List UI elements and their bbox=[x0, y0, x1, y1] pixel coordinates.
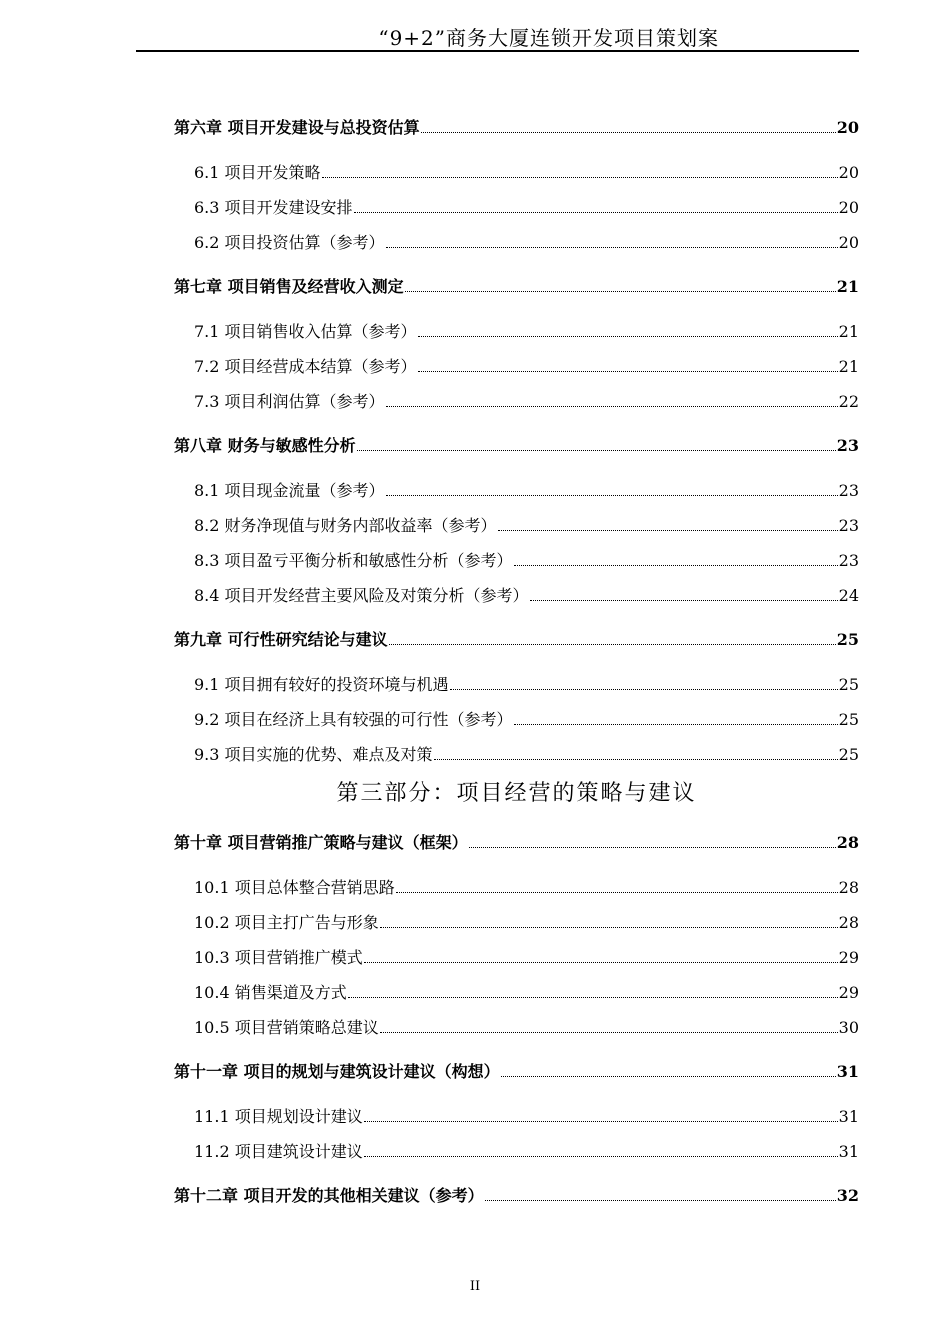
toc-dot-leader bbox=[386, 406, 838, 407]
toc-entry-page: 22 bbox=[838, 392, 859, 411]
toc-dot-leader bbox=[405, 291, 836, 292]
toc-dot-leader bbox=[514, 565, 838, 566]
toc-entry-label: 第十二章 项目开发的其他相关建议（参考） bbox=[174, 1186, 484, 1205]
toc-dot-leader bbox=[357, 450, 836, 451]
toc-entry-label: 11.1 项目规划设计建议 bbox=[194, 1107, 363, 1126]
toc-section-entry[interactable] bbox=[174, 389, 859, 412]
toc-entry-label: 11.2 项目建筑设计建议 bbox=[194, 1142, 363, 1161]
toc-section-entry[interactable] bbox=[174, 875, 859, 898]
toc-section-entry[interactable] bbox=[174, 672, 859, 695]
toc-chapter-entry[interactable] bbox=[174, 433, 859, 456]
toc-section-entry[interactable] bbox=[174, 319, 859, 342]
toc-dot-leader bbox=[386, 495, 838, 496]
toc-entry-label: 第六章 项目开发建设与总投资估算 bbox=[174, 118, 420, 137]
toc-section-entry[interactable] bbox=[174, 478, 859, 501]
toc-dot-leader bbox=[348, 997, 838, 998]
toc-chapter-entry[interactable] bbox=[174, 1183, 859, 1206]
toc-entry-page: 32 bbox=[836, 1186, 859, 1205]
toc-section-entry[interactable] bbox=[174, 513, 859, 536]
toc-dot-leader bbox=[364, 1156, 838, 1157]
toc-entry-page: 23 bbox=[836, 436, 859, 455]
toc-dot-leader bbox=[380, 1032, 838, 1033]
toc-dot-leader bbox=[501, 1076, 836, 1077]
toc-entry-label: 9.1 项目拥有较好的投资环境与机遇 bbox=[194, 675, 449, 694]
toc-entry-page: 30 bbox=[838, 1018, 859, 1037]
toc-entry-label: 10.3 项目营销推广模式 bbox=[194, 948, 363, 967]
toc-entry-label: 第七章 项目销售及经营收入测定 bbox=[174, 277, 404, 296]
toc-entry-label: 6.3 项目开发建设安排 bbox=[194, 198, 353, 217]
toc-chapter-entry[interactable] bbox=[174, 1059, 859, 1082]
toc-entry-label: 9.2 项目在经济上具有较强的可行性（参考） bbox=[194, 710, 513, 729]
toc-entry-label: 第十一章 项目的规划与建筑设计建议（构想） bbox=[174, 1062, 500, 1081]
toc-dot-leader bbox=[389, 644, 836, 645]
toc-entry-page: 31 bbox=[838, 1142, 859, 1161]
toc-entry-page: 24 bbox=[838, 586, 859, 605]
toc-entry-page: 25 bbox=[838, 745, 859, 764]
toc-dot-leader bbox=[514, 724, 838, 725]
toc-chapter-entry[interactable] bbox=[174, 830, 859, 853]
toc-entry-label: 10.1 项目总体整合营销思路 bbox=[194, 878, 395, 897]
toc-section-entry[interactable] bbox=[174, 195, 859, 218]
toc-dot-leader bbox=[421, 132, 836, 133]
toc-entry-label: 6.2 项目投资估算（参考） bbox=[194, 233, 385, 252]
toc-entry-page: 20 bbox=[838, 233, 859, 252]
toc-entry-label: 第九章 可行性研究结论与建议 bbox=[174, 630, 388, 649]
toc-dot-leader bbox=[386, 247, 838, 248]
toc-dot-leader bbox=[322, 177, 838, 178]
toc-dot-leader bbox=[396, 892, 838, 893]
toc-entry-label: 7.3 项目利润估算（参考） bbox=[194, 392, 385, 411]
toc-section-entry[interactable] bbox=[174, 583, 859, 606]
toc-entry-page: 29 bbox=[838, 983, 859, 1002]
toc-entry-label: 第八章 财务与敏感性分析 bbox=[174, 436, 356, 455]
toc-dot-leader bbox=[364, 1121, 838, 1122]
toc-entry-label: 9.3 项目实施的优势、难点及对策 bbox=[194, 745, 433, 764]
toc-dot-leader bbox=[380, 927, 838, 928]
toc-dot-leader bbox=[530, 600, 838, 601]
header-title: “9+2”商务大厦连锁开发项目策划案 bbox=[378, 26, 719, 50]
toc-entry-page: 25 bbox=[836, 630, 859, 649]
toc-dot-leader bbox=[498, 530, 838, 531]
toc-entry-page: 31 bbox=[838, 1107, 859, 1126]
toc-entry-page: 28 bbox=[836, 833, 859, 852]
toc-dot-leader bbox=[434, 759, 838, 760]
page-header bbox=[136, 22, 859, 52]
toc-section-entry[interactable] bbox=[174, 707, 859, 730]
toc-entry-page: 20 bbox=[838, 163, 859, 182]
toc-entry-label: 第十章 项目营销推广策略与建议（框架） bbox=[174, 833, 468, 852]
toc-section-entry[interactable] bbox=[174, 1104, 859, 1127]
toc-dot-leader bbox=[418, 336, 838, 337]
toc-section-entry[interactable] bbox=[174, 548, 859, 571]
toc-entry-label: 8.4 项目开发经营主要风险及对策分析（参考） bbox=[194, 586, 529, 605]
toc-dot-leader bbox=[485, 1200, 836, 1201]
toc-entry-label: 6.1 项目开发策略 bbox=[194, 163, 321, 182]
toc-dot-leader bbox=[450, 689, 838, 690]
toc-entry-page: 31 bbox=[836, 1062, 859, 1081]
toc-entry-page: 21 bbox=[836, 277, 859, 296]
part-title: 第三部分：项目经营的策略与建议 bbox=[336, 781, 697, 806]
toc-entry-page: 29 bbox=[838, 948, 859, 967]
toc-dot-leader bbox=[364, 962, 838, 963]
toc-entry-page: 21 bbox=[838, 322, 859, 341]
toc-section-entry[interactable] bbox=[174, 1139, 859, 1162]
toc-entry-label: 8.2 财务净现值与财务内部收益率（参考） bbox=[194, 516, 497, 535]
toc-dot-leader bbox=[354, 212, 838, 213]
toc-entry-page: 28 bbox=[838, 878, 859, 897]
toc-section-entry[interactable] bbox=[174, 230, 859, 253]
toc-entry-page: 20 bbox=[836, 118, 859, 137]
toc-entry-label: 7.1 项目销售收入估算（参考） bbox=[194, 322, 417, 341]
toc-entry-label: 7.2 项目经营成本结算（参考） bbox=[194, 357, 417, 376]
toc-section-entry[interactable] bbox=[174, 910, 859, 933]
toc-section-entry[interactable] bbox=[174, 742, 859, 765]
toc-dot-leader bbox=[469, 847, 836, 848]
page-number: II bbox=[469, 1279, 481, 1294]
toc-section-entry[interactable] bbox=[174, 980, 859, 1003]
toc-entry-page: 20 bbox=[838, 198, 859, 217]
toc-chapter-entry[interactable] bbox=[174, 115, 859, 138]
toc-section-entry[interactable] bbox=[174, 945, 859, 968]
toc-section-entry[interactable] bbox=[174, 1015, 859, 1038]
toc-section-entry[interactable] bbox=[174, 160, 859, 183]
toc-chapter-entry[interactable] bbox=[174, 627, 859, 650]
toc-entry-page: 25 bbox=[838, 710, 859, 729]
toc-entry-label: 8.1 项目现金流量（参考） bbox=[194, 481, 385, 500]
toc-entry-label: 10.4 销售渠道及方式 bbox=[194, 983, 347, 1002]
toc-entry-page: 23 bbox=[838, 516, 859, 535]
toc-entry-page: 28 bbox=[838, 913, 859, 932]
toc-entry-label: 8.3 项目盈亏平衡分析和敏感性分析（参考） bbox=[194, 551, 513, 570]
toc-dot-leader bbox=[418, 371, 838, 372]
toc-section-entry[interactable] bbox=[174, 354, 859, 377]
toc-entry-page: 23 bbox=[838, 481, 859, 500]
toc-entry-page: 25 bbox=[838, 675, 859, 694]
toc-entry-page: 21 bbox=[838, 357, 859, 376]
toc-entry-label: 10.2 项目主打广告与形象 bbox=[194, 913, 379, 932]
toc-chapter-entry[interactable] bbox=[174, 274, 859, 297]
toc-entry-page: 23 bbox=[838, 551, 859, 570]
toc-entry-label: 10.5 项目营销策略总建议 bbox=[194, 1018, 379, 1037]
